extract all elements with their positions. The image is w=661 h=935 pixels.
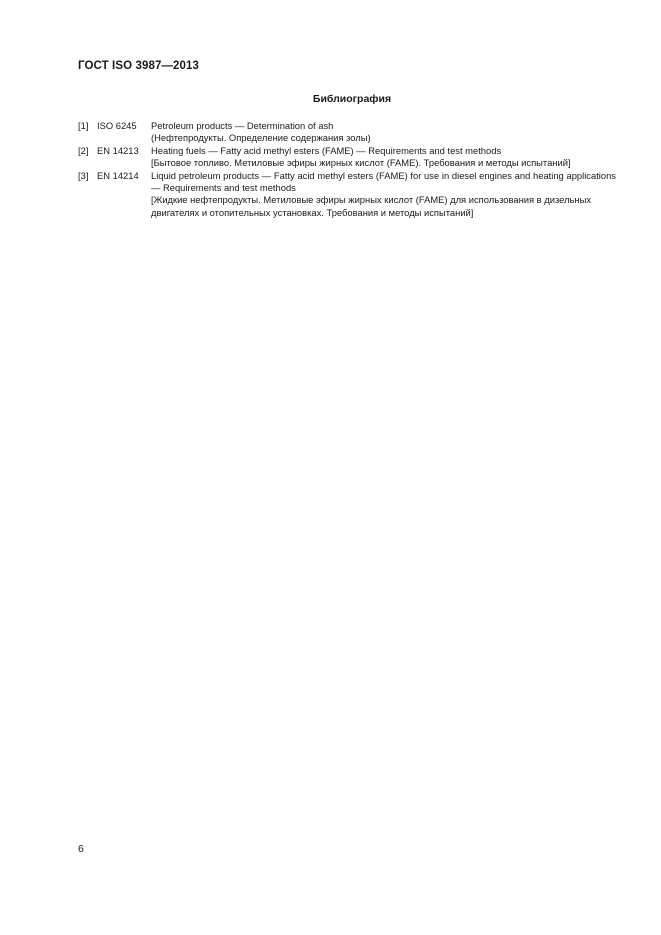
page-number: 6	[78, 843, 84, 855]
document-header: ГОСТ ISO 3987—2013	[78, 60, 200, 72]
bibliography-entry	[78, 145, 616, 170]
entry-body	[151, 120, 616, 145]
entry-translation: (Нефтепродукты. Определение содержания золы)	[151, 132, 371, 144]
entry-body	[151, 170, 616, 220]
entry-title: Liquid petroleum products — Fatty acid methyl esters (FAME) for use in diesel engines and heating applications — Requirements and test methods	[151, 169, 616, 194]
entry-number: [2]	[78, 144, 89, 156]
entry-number: [3]	[78, 169, 89, 181]
bibliography-list	[78, 120, 616, 219]
entry-code: EN 14214	[97, 169, 139, 181]
bibliography-entry	[78, 170, 616, 220]
entry-number: [1]	[78, 120, 89, 131]
bibliography-entry	[78, 120, 616, 145]
entry-body	[151, 145, 616, 170]
entry-code: ISO 6245	[97, 120, 137, 131]
section-title: Библиография	[312, 93, 392, 105]
entry-translation: [Жидкие нефтепродукты. Метиловые эфиры жирных кислот (FAME) для использования в дизельных двигателях и отопительных установках. Требования и методы испытаний]	[151, 194, 592, 218]
entry-title: Heating fuels — Fatty acid methyl esters (FAME) — Requirements and test methods	[151, 144, 502, 156]
entry-title: Petroleum products — Determination of ash	[151, 120, 334, 131]
entry-code: EN 14213	[97, 144, 139, 156]
entry-translation: [Бытовое топливо. Метиловые эфиры жирных кислот (FAME). Требования и методы испытаний]	[151, 157, 571, 169]
